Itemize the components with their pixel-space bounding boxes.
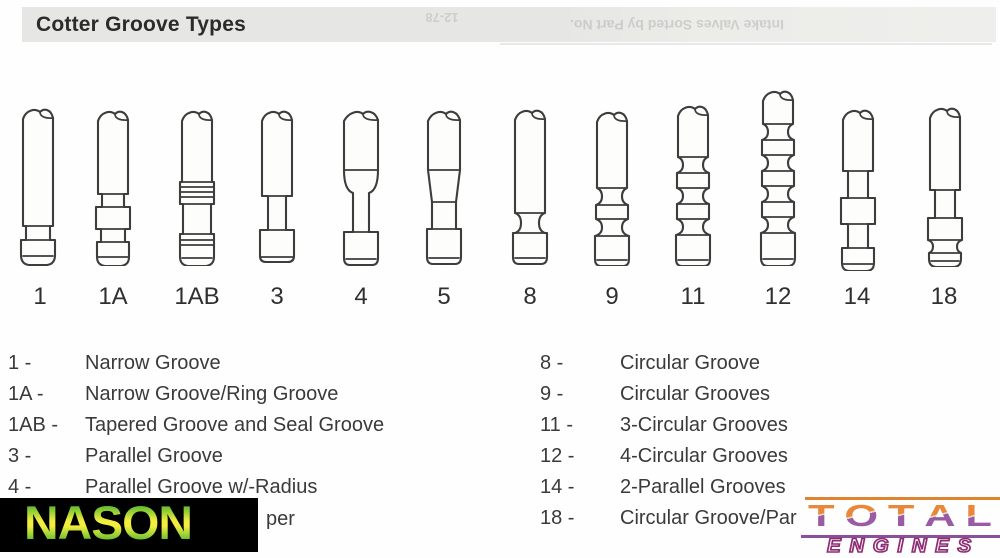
legend-row-8 bbox=[540, 352, 797, 383]
legend-key: 14 - bbox=[540, 476, 575, 498]
valve-type-1AB-figure bbox=[172, 108, 222, 266]
total-engines-logo bbox=[793, 494, 1000, 557]
valve-type-5-figure bbox=[419, 108, 469, 266]
legend-key: 9 - bbox=[540, 383, 564, 405]
legend-key: 4 - bbox=[8, 476, 32, 498]
nason-logo bbox=[0, 498, 258, 552]
valve-label-8: 8 bbox=[523, 283, 537, 310]
legend-desc: Narrow Groove bbox=[85, 352, 221, 374]
valve-type-4-figure bbox=[336, 108, 386, 266]
total-logo-wordmark bbox=[808, 499, 1000, 533]
legend-desc: Tapered Groove and Seal Groove bbox=[85, 414, 385, 436]
legend-desc: 2-Parallel Grooves bbox=[620, 476, 786, 498]
valve-type-9-figure bbox=[587, 109, 637, 266]
total-letter: O bbox=[844, 498, 879, 533]
total-letter: T bbox=[808, 498, 835, 533]
legend-key: 11 - bbox=[540, 414, 573, 436]
valve-label-1A: 1A bbox=[98, 283, 128, 310]
legend-desc: Narrow Groove/Ring Groove bbox=[85, 383, 339, 405]
legend-row-11 bbox=[540, 414, 797, 445]
valve-label-18: 18 bbox=[930, 283, 958, 310]
legend-key: 12 - bbox=[540, 445, 575, 467]
valve-label-1: 1 bbox=[33, 283, 47, 310]
valve-type-8-figure bbox=[505, 107, 555, 266]
legend-row-12 bbox=[540, 445, 797, 476]
valve-type-14-figure bbox=[833, 107, 883, 271]
legend-key: 8 - bbox=[540, 352, 564, 374]
valve-type-11-figure bbox=[668, 103, 718, 266]
valve-type-1A-figure bbox=[88, 108, 138, 266]
legend-key: 18 - bbox=[540, 507, 575, 529]
legend-key: 3 - bbox=[8, 445, 32, 467]
valve-label-5: 5 bbox=[437, 283, 451, 310]
legend-row-1 bbox=[8, 352, 384, 383]
valve-type-3-figure bbox=[252, 108, 302, 264]
legend-row-3 bbox=[8, 445, 384, 476]
legend-row-18 bbox=[540, 507, 797, 538]
valve-label-3: 3 bbox=[270, 283, 284, 310]
valve-label-12: 12 bbox=[764, 283, 792, 310]
legend-desc: Circular Groove bbox=[620, 352, 761, 374]
valve-label-1AB: 1AB bbox=[174, 283, 220, 310]
legend-desc: 4-Circular Grooves bbox=[620, 445, 788, 467]
page-title: Cotter Groove Types bbox=[36, 13, 246, 36]
legend-row-9 bbox=[540, 383, 797, 414]
total-letter: T bbox=[887, 498, 915, 533]
valve-type-12-figure bbox=[753, 88, 803, 266]
legend-row-1A bbox=[8, 383, 384, 414]
total-letter: L bbox=[965, 498, 992, 533]
valve-type-18-figure bbox=[920, 105, 970, 267]
legend-key: 1A - bbox=[8, 383, 44, 405]
legend-row-1AB bbox=[8, 414, 384, 445]
total-logo-subtext: ENGINES bbox=[827, 536, 980, 557]
legend-desc: 3-Circular Grooves bbox=[620, 414, 788, 436]
bleedthrough-mirrored-text: Intake Valves Sorted by Part No. bbox=[570, 17, 784, 33]
bleedthrough-page-ref: 12-78 bbox=[425, 10, 459, 25]
nason-logo-text: NASON bbox=[24, 498, 193, 549]
valve-label-9: 9 bbox=[605, 283, 619, 310]
legend-desc: Parallel Groove bbox=[85, 445, 223, 467]
section-header-banner bbox=[22, 7, 996, 42]
legend-desc: Circular Groove/Par bbox=[620, 507, 797, 529]
banner-shadow-line bbox=[500, 43, 992, 45]
valve-label-4: 4 bbox=[354, 283, 368, 310]
legend-row-5-occluded-fragment: per bbox=[266, 508, 295, 530]
legend-desc: Parallel Groove w/-Radius bbox=[85, 476, 318, 498]
legend-left-column bbox=[8, 352, 384, 507]
valve-label-11: 11 bbox=[680, 283, 706, 310]
total-letter: A bbox=[924, 498, 956, 533]
legend-key: 1AB - bbox=[8, 414, 59, 436]
legend-row-14 bbox=[540, 476, 797, 507]
legend-key: 1 - bbox=[8, 352, 32, 374]
legend-desc: Circular Grooves bbox=[620, 383, 771, 405]
legend-right-column bbox=[540, 352, 797, 538]
valve-type-1-figure bbox=[13, 106, 63, 266]
valve-label-14: 14 bbox=[843, 283, 871, 310]
